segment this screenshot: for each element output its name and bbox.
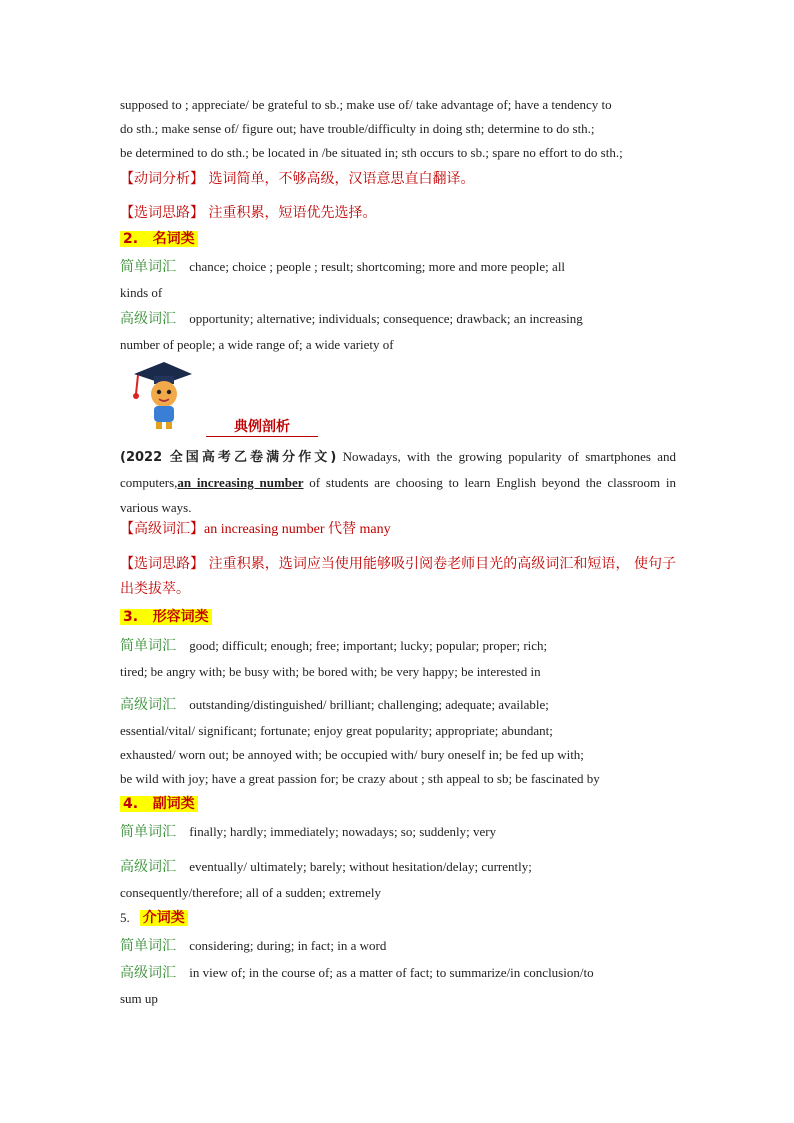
preposition-number: 5. — [120, 910, 130, 925]
example-paragraph — [120, 444, 676, 520]
section-heading-adjective — [120, 608, 212, 626]
verb-analysis-label: 【动词分析】 — [120, 171, 204, 187]
section-heading-preposition — [120, 909, 188, 927]
noun-advanced-words: opportunity; alternative; individuals; consequence; drawback; an increasing — [189, 311, 583, 326]
adverb-heading: 4. 副词类 — [120, 796, 198, 812]
preposition-heading: 介词类 — [140, 910, 188, 926]
verb-list-line: do sth.; make sense of/ figure out; have trouble/difficulty in doing sth; determine to do sth.; — [120, 121, 595, 136]
adjective-simple-words: good; difficult; enough; free; important; lucky; popular; proper; rich; — [189, 638, 548, 653]
example-note — [120, 520, 391, 539]
example-highlight: an increasing number — [177, 475, 304, 490]
noun-advanced — [120, 310, 583, 328]
preposition-advanced-words: in view of; in the course of; as a matter of fact; to summarize/in conclusion/to — [189, 965, 594, 980]
preposition-simple-words: considering; during; in fact; in a word — [189, 938, 387, 953]
example-text-after: of students are choosing to learn English beyond the classroom in various ways. — [120, 475, 676, 515]
verb-list-line: supposed to ; appreciate/ be grateful to sb.; make use of/ take advantage of; have a tendency to — [120, 97, 612, 112]
adverb-advanced-words: eventually/ ultimately; barely; without hesitation/delay; currently; — [189, 859, 532, 874]
simple-vocab-label: 简单词汇 — [120, 824, 176, 840]
preposition-advanced-cont: sum up — [120, 991, 158, 1006]
example-note-label: 【高级词汇】 — [120, 521, 204, 537]
noun-simple-cont: kinds of — [120, 285, 163, 300]
adverb-advanced — [120, 858, 532, 876]
adjective-advanced — [120, 696, 549, 714]
example-tips — [120, 552, 676, 602]
noun-simple-words: chance; choice ; people ; result; shortcoming; more and more people; all — [189, 259, 566, 274]
verb-analysis-text: 选词简单，不够高级，汉语意思直白翻译。 — [208, 171, 475, 187]
noun-advanced-cont: number of people; a wide range of; a wide variety of — [120, 337, 394, 352]
adjective-advanced-cont: essential/vital/ significant; fortunate; enjoy great popularity; appropriate; abundant; — [120, 723, 553, 738]
verb-tips-label: 【选词思路】 — [120, 205, 204, 221]
adjective-advanced-words: outstanding/distinguished/ brilliant; challenging; adequate; available; — [189, 697, 549, 712]
adverb-advanced-cont: consequently/therefore; all of a sudden; extremely — [120, 885, 381, 900]
simple-vocab-label: 简单词汇 — [120, 638, 176, 654]
adverb-simple — [120, 823, 496, 841]
advanced-vocab-label: 高级词汇 — [120, 697, 176, 713]
noun-heading: 2. 名词类 — [120, 231, 198, 247]
example-tips-text: 注重积累，选词应当使用能够吸引阅卷老师目光的高级词汇和短语， 使句子出类拔萃。 — [120, 556, 677, 597]
example-heading-box — [206, 416, 318, 437]
adverb-simple-words: finally; hardly; immediately; nowadays; so; suddenly; very — [189, 824, 497, 839]
preposition-advanced — [120, 964, 594, 982]
example-heading: 典例剖析 — [234, 419, 290, 435]
adjective-simple-cont: tired; be angry with; be busy with; be bored with; be very happy; be interested in — [120, 664, 541, 679]
verb-tips-text: 注重积累，短语优先选择。 — [208, 205, 377, 221]
verb-analysis — [120, 170, 474, 188]
section-heading-adverb — [120, 795, 198, 813]
adjective-simple — [120, 637, 547, 655]
advanced-vocab-label: 高级词汇 — [120, 965, 176, 981]
example-source: (2022 全国高考乙卷满分作文) — [120, 450, 337, 465]
preposition-simple — [120, 937, 386, 955]
adjective-advanced-cont: be wild with joy; have a great passion for; be crazy about ; sth appeal to sb; be fascinated by — [120, 771, 600, 786]
example-text-before: Nowadays, with the growing popularity of smartphones and computers, — [120, 449, 676, 490]
simple-vocab-label: 简单词汇 — [120, 259, 176, 275]
adjective-advanced-cont: exhausted/ worn out; be annoyed with; be occupied with/ bury oneself in; be fed up with; — [120, 747, 584, 762]
student-mascot-icon — [126, 360, 198, 430]
section-heading-noun — [120, 230, 198, 248]
verb-list-line: be determined to do sth.; be located in /be situated in; sth occurs to sb.; spare no effort to do sth.; — [120, 145, 623, 160]
simple-vocab-label: 简单词汇 — [120, 938, 176, 954]
example-tips-label: 【选词思路】 — [120, 556, 205, 572]
noun-simple — [120, 258, 565, 276]
example-note-text: an increasing number 代替 many — [204, 522, 391, 537]
verb-tips — [120, 204, 376, 222]
adjective-heading: 3. 形容词类 — [120, 609, 212, 625]
advanced-vocab-label: 高级词汇 — [120, 311, 176, 327]
advanced-vocab-label: 高级词汇 — [120, 859, 176, 875]
